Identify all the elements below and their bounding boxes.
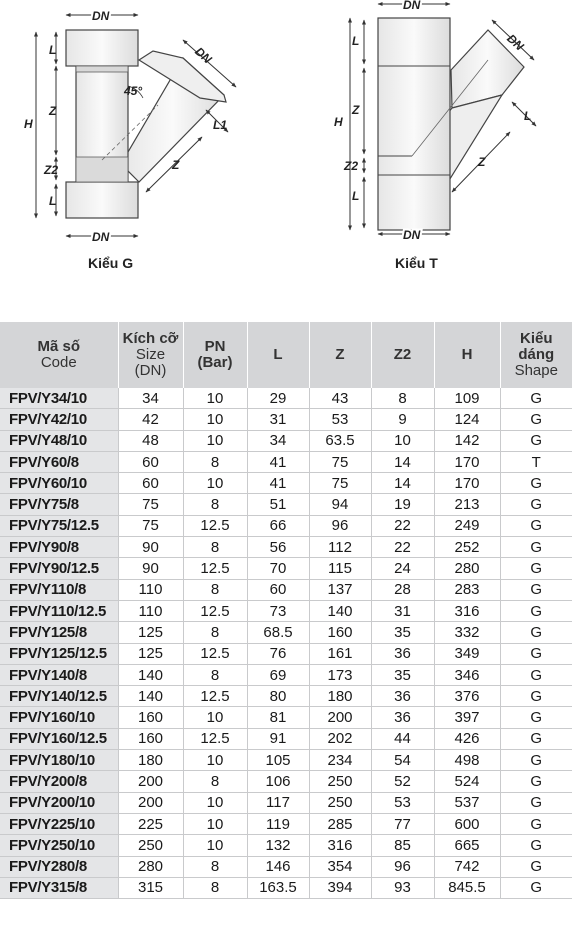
- cell-z2: 24: [371, 558, 434, 579]
- cell-shape: G: [500, 388, 572, 409]
- cell-size: 160: [118, 728, 183, 749]
- cell-z2: 35: [371, 664, 434, 685]
- cell-pn: 8: [183, 451, 247, 472]
- cell-shape: G: [500, 813, 572, 834]
- cell-shape: G: [500, 622, 572, 643]
- cell-code: FPV/Y225/10: [0, 813, 118, 834]
- table-row: [0, 473, 572, 494]
- cell-code: FPV/Y60/10: [0, 473, 118, 494]
- cell-z: 75: [309, 473, 371, 494]
- header-code: [0, 322, 118, 388]
- cell-h: 742: [434, 856, 500, 877]
- header-z2: Z2: [371, 322, 434, 388]
- cell-shape: G: [500, 537, 572, 558]
- cell-pn: 8: [183, 664, 247, 685]
- cell-z: 200: [309, 707, 371, 728]
- header-h: H: [434, 322, 500, 388]
- cell-size: 110: [118, 600, 183, 621]
- table-row: [0, 664, 572, 685]
- cell-z: 234: [309, 750, 371, 771]
- header-shape-sub: Shape: [514, 362, 558, 379]
- cell-l: 68.5: [247, 622, 309, 643]
- cell-pn: 10: [183, 409, 247, 430]
- cell-size: 75: [118, 494, 183, 515]
- table-row: [0, 792, 572, 813]
- cell-h: 665: [434, 835, 500, 856]
- type-g-caption: Kiểu G: [88, 255, 134, 271]
- table-header-row: [0, 322, 572, 388]
- cell-size: 160: [118, 707, 183, 728]
- cell-z2: 8: [371, 388, 434, 409]
- cell-l: 56: [247, 537, 309, 558]
- cell-l: 41: [247, 473, 309, 494]
- table-row: [0, 430, 572, 451]
- fitting-diagrams: [0, 0, 572, 300]
- cell-shape: G: [500, 579, 572, 600]
- cell-z: 250: [309, 792, 371, 813]
- cell-code: FPV/Y315/8: [0, 877, 118, 898]
- type-g-z-branch-label: Z: [172, 158, 180, 172]
- header-shape-main1: Kiểu: [519, 330, 553, 347]
- cell-pn: 8: [183, 494, 247, 515]
- cell-code: FPV/Y140/12.5: [0, 686, 118, 707]
- cell-z: 285: [309, 813, 371, 834]
- cell-size: 75: [118, 515, 183, 536]
- cell-shape: G: [500, 430, 572, 451]
- cell-shape: G: [500, 792, 572, 813]
- cell-shape: G: [500, 409, 572, 430]
- type-g-diagram: [24, 9, 236, 244]
- cell-code: FPV/Y160/12.5: [0, 728, 118, 749]
- cell-h: 252: [434, 537, 500, 558]
- cell-size: 180: [118, 750, 183, 771]
- cell-z2: 14: [371, 451, 434, 472]
- cell-z: 140: [309, 600, 371, 621]
- type-g-l-bottom-label: L: [49, 194, 57, 208]
- cell-z2: 22: [371, 537, 434, 558]
- type-g-z2-label: Z2: [44, 163, 59, 177]
- type-g-dn-branch-label: DN: [192, 44, 215, 67]
- cell-h: 316: [434, 600, 500, 621]
- table-row: [0, 707, 572, 728]
- cell-h: 426: [434, 728, 500, 749]
- type-g-z-label: Z: [49, 104, 57, 118]
- header-code-main: Mã số: [37, 338, 80, 355]
- header-shape: [500, 322, 572, 388]
- cell-pn: 10: [183, 388, 247, 409]
- type-t-dn-bottom-label: DN: [403, 228, 421, 242]
- cell-pn: 10: [183, 835, 247, 856]
- cell-z: 316: [309, 835, 371, 856]
- cell-pn: 10: [183, 473, 247, 494]
- cell-size: 110: [118, 579, 183, 600]
- table-row: [0, 600, 572, 621]
- cell-z: 354: [309, 856, 371, 877]
- cell-code: FPV/Y48/10: [0, 430, 118, 451]
- cell-z: 161: [309, 643, 371, 664]
- cell-code: FPV/Y42/10: [0, 409, 118, 430]
- cell-code: FPV/Y125/8: [0, 622, 118, 643]
- cell-h: 498: [434, 750, 500, 771]
- cell-l: 73: [247, 600, 309, 621]
- spec-table-body: [0, 388, 572, 899]
- cell-z2: 85: [371, 835, 434, 856]
- table-row: [0, 494, 572, 515]
- cell-shape: G: [500, 835, 572, 856]
- cell-z2: 44: [371, 728, 434, 749]
- cell-z2: 53: [371, 792, 434, 813]
- cell-z: 173: [309, 664, 371, 685]
- cell-z: 112: [309, 537, 371, 558]
- cell-z2: 19: [371, 494, 434, 515]
- type-g-l-top-label: L: [49, 43, 57, 57]
- table-row: [0, 515, 572, 536]
- table-row: [0, 856, 572, 877]
- type-g-dn-top-label: DN: [92, 9, 110, 23]
- cell-pn: 12.5: [183, 600, 247, 621]
- cell-l: 80: [247, 686, 309, 707]
- cell-h: 845.5: [434, 877, 500, 898]
- cell-h: 332: [434, 622, 500, 643]
- cell-h: 213: [434, 494, 500, 515]
- type-t-caption: Kiểu T: [395, 255, 438, 271]
- cell-size: 42: [118, 409, 183, 430]
- type-g-bottom-socket: [66, 182, 138, 218]
- cell-pn: 12.5: [183, 686, 247, 707]
- cell-size: 60: [118, 473, 183, 494]
- cell-size: 125: [118, 643, 183, 664]
- cell-code: FPV/Y75/8: [0, 494, 118, 515]
- cell-z: 53: [309, 409, 371, 430]
- cell-z: 250: [309, 771, 371, 792]
- table-row: [0, 686, 572, 707]
- cell-z2: 22: [371, 515, 434, 536]
- type-t-h-label: H: [334, 115, 343, 129]
- cell-size: 140: [118, 686, 183, 707]
- header-pn: [183, 322, 247, 388]
- cell-code: FPV/Y90/12.5: [0, 558, 118, 579]
- spec-table: [0, 322, 572, 899]
- cell-z2: 36: [371, 707, 434, 728]
- cell-pn: 12.5: [183, 515, 247, 536]
- cell-pn: 10: [183, 430, 247, 451]
- cell-size: 200: [118, 771, 183, 792]
- header-size-sub1: Size: [135, 346, 166, 363]
- cell-pn: 12.5: [183, 558, 247, 579]
- cell-pn: 8: [183, 877, 247, 898]
- table-row: [0, 537, 572, 558]
- header-shape-main2: dáng: [518, 346, 555, 363]
- table-row: [0, 750, 572, 771]
- cell-size: 34: [118, 388, 183, 409]
- cell-code: FPV/Y60/8: [0, 451, 118, 472]
- cell-z: 160: [309, 622, 371, 643]
- cell-l: 69: [247, 664, 309, 685]
- cell-z: 63.5: [309, 430, 371, 451]
- type-t-l-branch-label: L: [524, 109, 532, 123]
- table-row: [0, 771, 572, 792]
- cell-l: 51: [247, 494, 309, 515]
- cell-shape: G: [500, 877, 572, 898]
- cell-h: 397: [434, 707, 500, 728]
- cell-l: 34: [247, 430, 309, 451]
- cell-size: 90: [118, 537, 183, 558]
- table-row: [0, 622, 572, 643]
- cell-h: 142: [434, 430, 500, 451]
- cell-z: 43: [309, 388, 371, 409]
- cell-l: 105: [247, 750, 309, 771]
- cell-h: 346: [434, 664, 500, 685]
- cell-code: FPV/Y125/12.5: [0, 643, 118, 664]
- header-z: Z: [309, 322, 371, 388]
- cell-size: 200: [118, 792, 183, 813]
- cell-code: FPV/Y90/8: [0, 537, 118, 558]
- header-pn-sub: (Bar): [197, 354, 233, 371]
- cell-l: 106: [247, 771, 309, 792]
- cell-z2: 96: [371, 856, 434, 877]
- type-g-top-socket: [66, 30, 138, 66]
- cell-code: FPV/Y34/10: [0, 388, 118, 409]
- cell-shape: G: [500, 707, 572, 728]
- cell-z2: 36: [371, 686, 434, 707]
- header-pn-main: PN: [204, 338, 226, 355]
- type-t-l-bottom-label: L: [352, 189, 360, 203]
- type-t-dn-branch-label: DN: [504, 31, 527, 54]
- cell-pn: 8: [183, 537, 247, 558]
- cell-size: 140: [118, 664, 183, 685]
- table-row: [0, 813, 572, 834]
- cell-code: FPV/Y200/8: [0, 771, 118, 792]
- cell-l: 29: [247, 388, 309, 409]
- cell-z: 137: [309, 579, 371, 600]
- table-row: [0, 579, 572, 600]
- cell-code: FPV/Y250/10: [0, 835, 118, 856]
- cell-size: 48: [118, 430, 183, 451]
- cell-size: 280: [118, 856, 183, 877]
- cell-h: 280: [434, 558, 500, 579]
- cell-code: FPV/Y110/12.5: [0, 600, 118, 621]
- cell-z2: 9: [371, 409, 434, 430]
- table-row: [0, 728, 572, 749]
- cell-l: 66: [247, 515, 309, 536]
- type-t-z-branch-label: Z: [478, 155, 486, 169]
- cell-z2: 52: [371, 771, 434, 792]
- cell-h: 376: [434, 686, 500, 707]
- cell-z2: 10: [371, 430, 434, 451]
- cell-code: FPV/Y200/10: [0, 792, 118, 813]
- cell-h: 170: [434, 451, 500, 472]
- cell-z: 180: [309, 686, 371, 707]
- cell-shape: G: [500, 728, 572, 749]
- cell-code: FPV/Y110/8: [0, 579, 118, 600]
- cell-l: 76: [247, 643, 309, 664]
- cell-z2: 14: [371, 473, 434, 494]
- cell-z: 394: [309, 877, 371, 898]
- cell-size: 60: [118, 451, 183, 472]
- cell-pn: 8: [183, 856, 247, 877]
- header-code-sub: Code: [40, 354, 77, 371]
- header-size-main: Kích cỡ: [122, 330, 179, 347]
- cell-h: 537: [434, 792, 500, 813]
- header-l: L: [247, 322, 309, 388]
- cell-z2: 36: [371, 643, 434, 664]
- cell-shape: G: [500, 600, 572, 621]
- header-size: [118, 322, 183, 388]
- type-t-z2-label: Z2: [344, 159, 359, 173]
- cell-pn: 10: [183, 813, 247, 834]
- cell-shape: G: [500, 664, 572, 685]
- cell-pn: 10: [183, 792, 247, 813]
- cell-pn: 10: [183, 707, 247, 728]
- cell-l: 41: [247, 451, 309, 472]
- cell-size: 225: [118, 813, 183, 834]
- cell-shape: G: [500, 558, 572, 579]
- cell-size: 125: [118, 622, 183, 643]
- cell-z2: 54: [371, 750, 434, 771]
- cell-h: 170: [434, 473, 500, 494]
- cell-h: 249: [434, 515, 500, 536]
- table-row: [0, 877, 572, 898]
- cell-z2: 77: [371, 813, 434, 834]
- cell-l: 117: [247, 792, 309, 813]
- cell-pn: 10: [183, 750, 247, 771]
- type-g-l1-label: L1: [213, 118, 228, 132]
- cell-z2: 93: [371, 877, 434, 898]
- type-t-z-label: Z: [352, 103, 360, 117]
- cell-h: 124: [434, 409, 500, 430]
- cell-l: 146: [247, 856, 309, 877]
- cell-shape: G: [500, 856, 572, 877]
- cell-shape: G: [500, 686, 572, 707]
- cell-code: FPV/Y160/10: [0, 707, 118, 728]
- type-t-dn-top-label: DN: [403, 0, 421, 12]
- cell-h: 600: [434, 813, 500, 834]
- type-t-diagram: [334, 0, 536, 242]
- cell-size: 315: [118, 877, 183, 898]
- cell-z2: 28: [371, 579, 434, 600]
- cell-pn: 8: [183, 771, 247, 792]
- cell-z: 96: [309, 515, 371, 536]
- cell-shape: G: [500, 494, 572, 515]
- cell-shape: G: [500, 771, 572, 792]
- table-row: [0, 409, 572, 430]
- cell-l: 163.5: [247, 877, 309, 898]
- cell-code: FPV/Y180/10: [0, 750, 118, 771]
- type-g-collar-bottom: [76, 157, 128, 182]
- cell-code: FPV/Y75/12.5: [0, 515, 118, 536]
- table-row: [0, 558, 572, 579]
- header-size-sub2: (DN): [134, 362, 167, 379]
- cell-size: 250: [118, 835, 183, 856]
- cell-z2: 35: [371, 622, 434, 643]
- cell-l: 70: [247, 558, 309, 579]
- cell-z: 94: [309, 494, 371, 515]
- table-row: [0, 451, 572, 472]
- cell-l: 91: [247, 728, 309, 749]
- cell-l: 60: [247, 579, 309, 600]
- cell-l: 132: [247, 835, 309, 856]
- cell-shape: T: [500, 451, 572, 472]
- cell-size: 90: [118, 558, 183, 579]
- cell-pn: 8: [183, 579, 247, 600]
- cell-shape: G: [500, 515, 572, 536]
- type-g-dn-bottom-label: DN: [92, 230, 110, 244]
- cell-h: 524: [434, 771, 500, 792]
- type-g-h-label: H: [24, 117, 33, 131]
- cell-h: 349: [434, 643, 500, 664]
- cell-shape: G: [500, 750, 572, 771]
- cell-z2: 31: [371, 600, 434, 621]
- type-t-main-body: [378, 18, 450, 230]
- cell-h: 109: [434, 388, 500, 409]
- cell-pn: 12.5: [183, 643, 247, 664]
- cell-pn: 8: [183, 622, 247, 643]
- table-row: [0, 835, 572, 856]
- cell-z: 115: [309, 558, 371, 579]
- cell-l: 119: [247, 813, 309, 834]
- cell-code: FPV/Y280/8: [0, 856, 118, 877]
- cell-l: 81: [247, 707, 309, 728]
- type-g-angle-label: 45°: [124, 84, 143, 98]
- type-g-collar-top: [76, 66, 128, 72]
- cell-h: 283: [434, 579, 500, 600]
- cell-code: FPV/Y140/8: [0, 664, 118, 685]
- cell-z: 202: [309, 728, 371, 749]
- cell-pn: 12.5: [183, 728, 247, 749]
- table-row: [0, 643, 572, 664]
- cell-l: 31: [247, 409, 309, 430]
- cell-shape: G: [500, 643, 572, 664]
- cell-z: 75: [309, 451, 371, 472]
- cell-shape: G: [500, 473, 572, 494]
- type-t-l-top-label: L: [352, 34, 360, 48]
- table-row: [0, 388, 572, 409]
